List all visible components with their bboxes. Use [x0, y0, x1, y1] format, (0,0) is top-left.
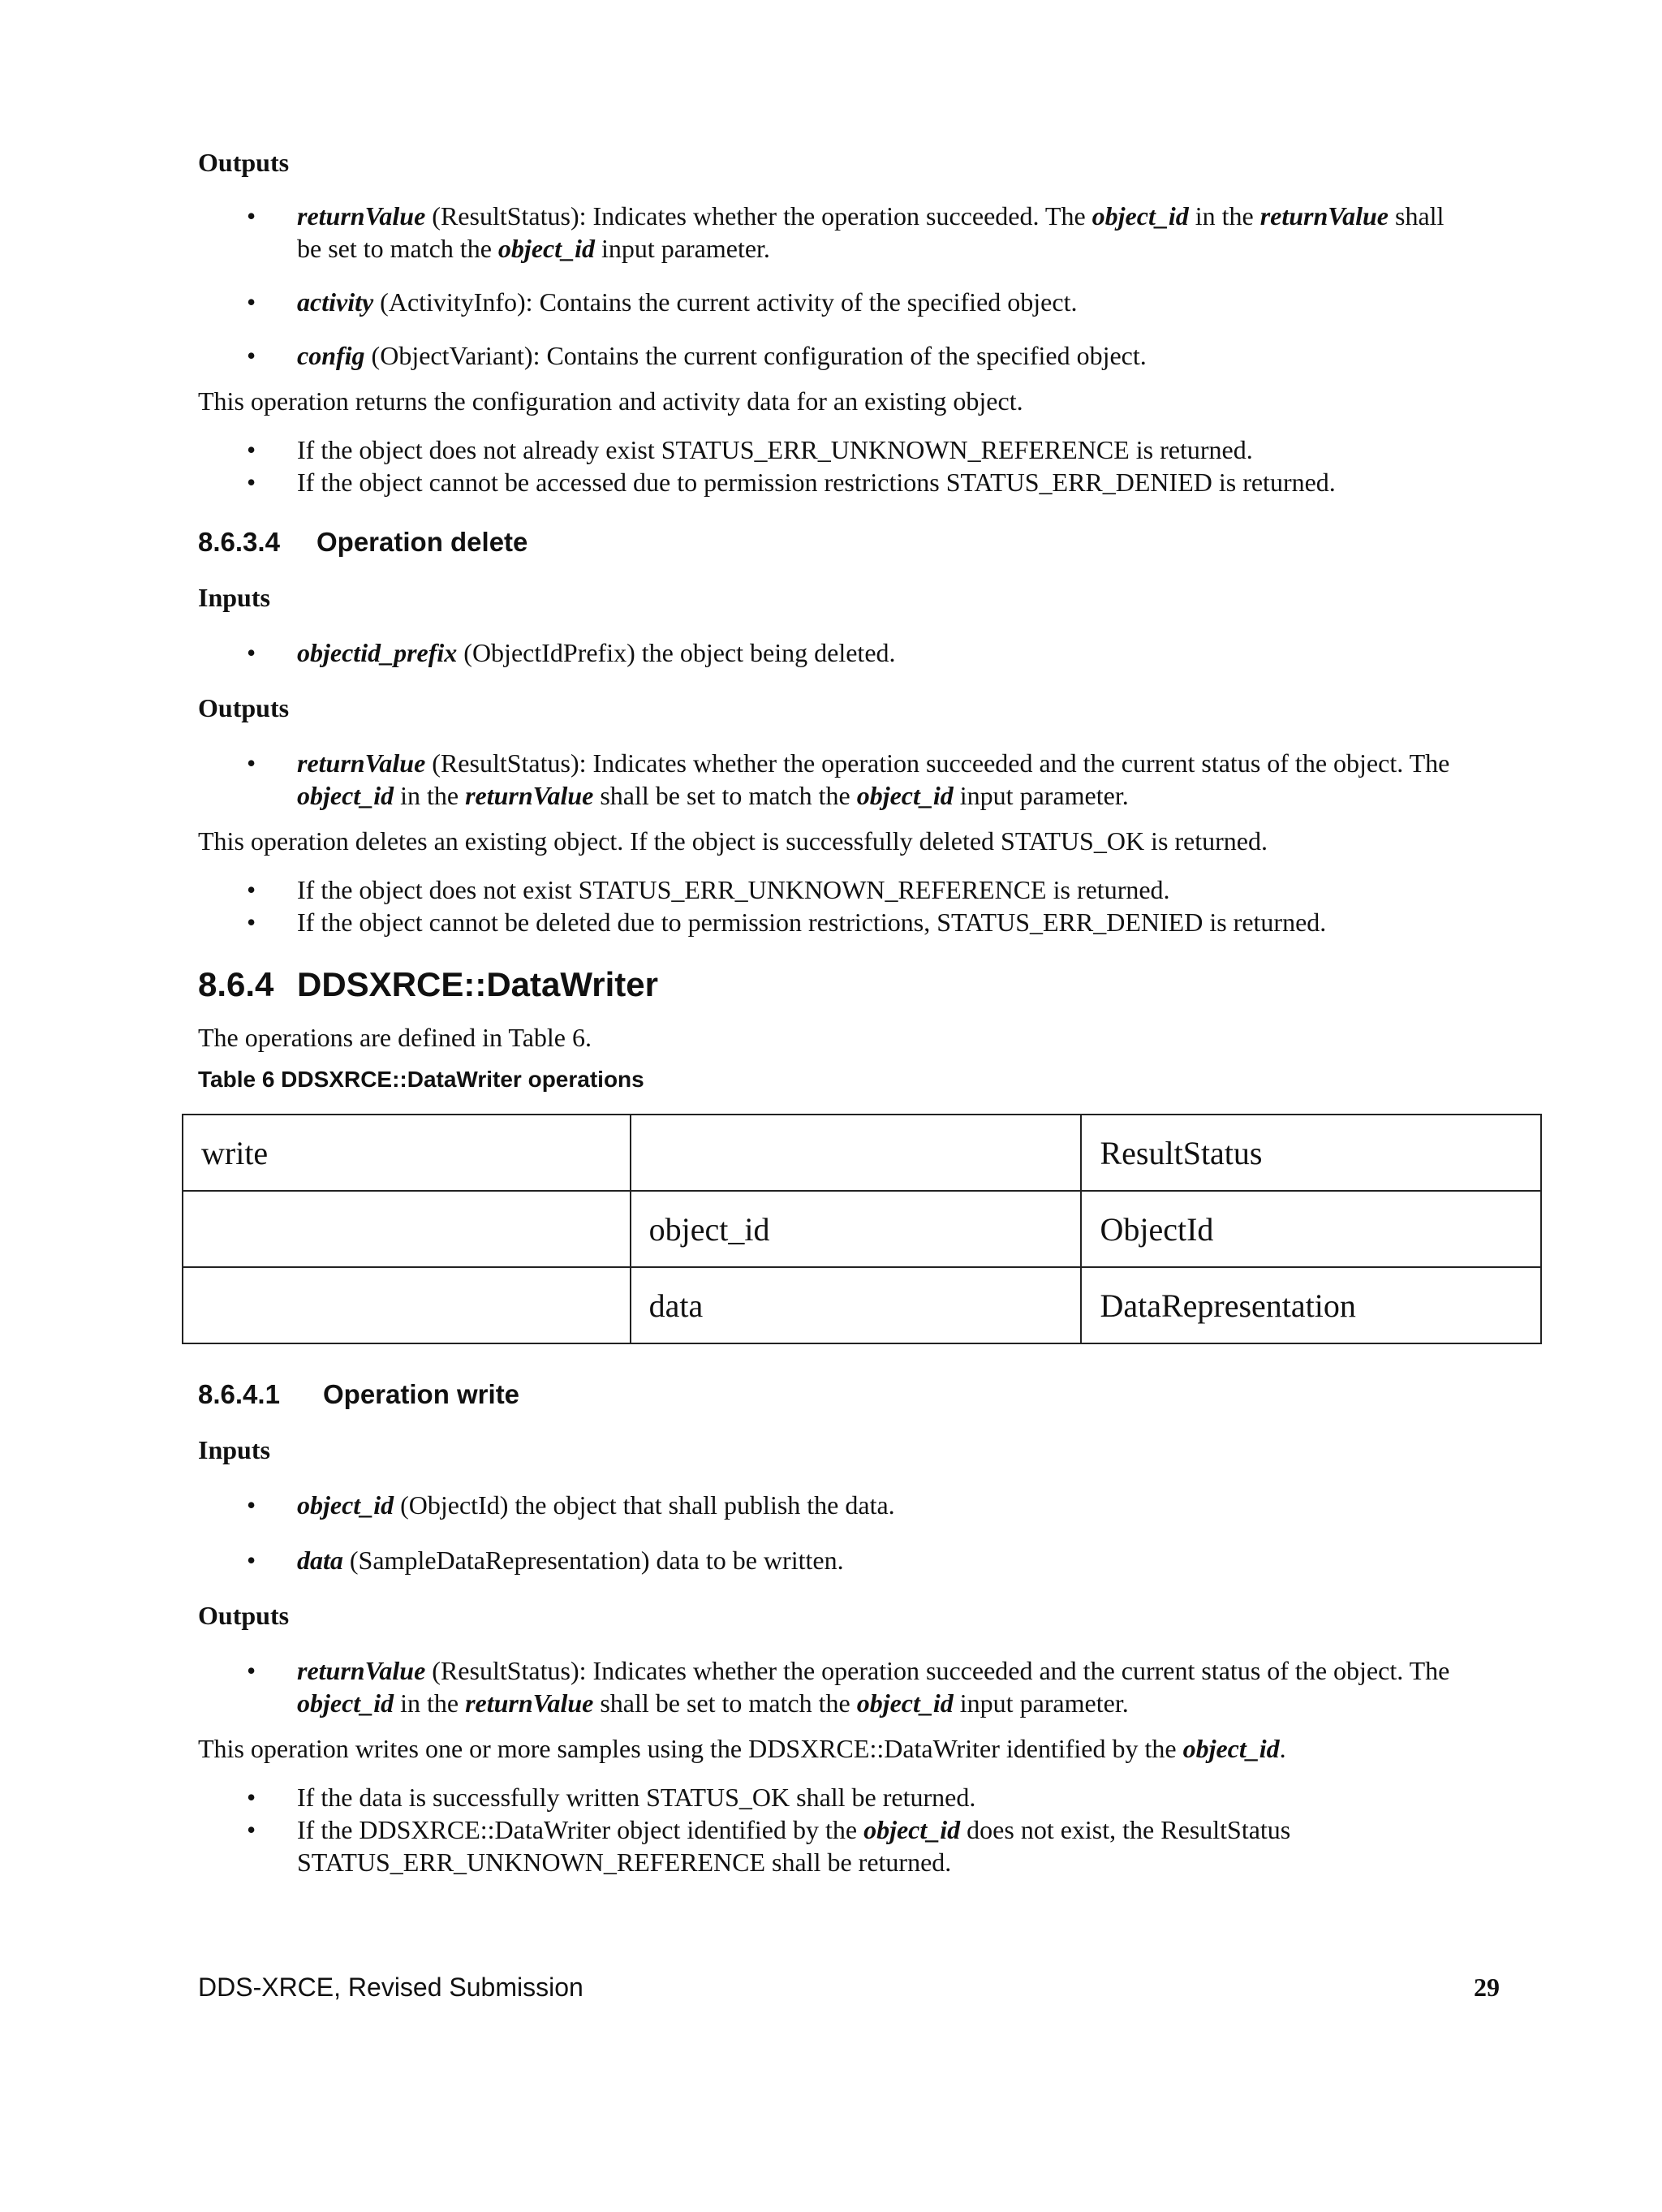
bullet-icon: •: [247, 908, 256, 937]
rich-line: [425, 201, 1444, 231]
text-run: input parameter.: [953, 781, 1129, 810]
param-term: returnValue: [1259, 201, 1389, 231]
list-item: • If the object does not exist STATUS_ERR_UNKNOWN_REFERENCE is returned.: [247, 875, 1170, 904]
bullet-icon: •: [247, 875, 256, 904]
text-run: shall: [1388, 201, 1445, 231]
list-item: [198, 1781, 1545, 1813]
param-term: returnValue: [297, 201, 426, 231]
bullet-icon: •: [247, 1546, 256, 1575]
page-number: 29: [1474, 1973, 1500, 2002]
table-cell: [183, 1267, 631, 1343]
outputs-list: [198, 747, 1545, 812]
text-run: input parameter.: [595, 234, 770, 263]
rich-line: [297, 1848, 951, 1877]
list-item: [198, 747, 1545, 812]
list-item: • If the object does not already exist STATUS_ERR_UNKNOWN_REFERENCE is returned.: [247, 435, 1253, 464]
param-term: object_id: [1091, 201, 1189, 231]
param-term: data: [297, 1546, 343, 1575]
table-row: [183, 1115, 1541, 1191]
list-item: [198, 1654, 1545, 1719]
inputs-list: [198, 636, 1545, 669]
list-item: [198, 339, 1545, 372]
text-run: shall be set to match the: [593, 781, 857, 810]
table-row: [183, 1267, 1541, 1343]
list-item: [198, 200, 1545, 265]
param-term: object_id: [856, 1688, 954, 1718]
bullet-icon: •: [247, 287, 256, 317]
text-run: (ResultStatus): Indicates whether the operation succeeded and the current status of the object. The: [425, 1656, 1450, 1685]
param-term: object_id: [297, 1688, 394, 1718]
param-term: object_id: [297, 781, 394, 810]
page-footer: [198, 1971, 1500, 2003]
list-item: • If the object cannot be deleted due to permission restrictions, STATUS_ERR_DENIED is returned.: [247, 908, 1327, 937]
list-item: • data (SampleDataRepresentation) data to be written.: [247, 1546, 844, 1575]
param-term: returnValue: [465, 781, 594, 810]
inputs-label: Inputs: [198, 583, 270, 612]
text-run: .: [1279, 1734, 1286, 1763]
list-item: [198, 286, 1545, 318]
text-run: input parameter.: [953, 1688, 1129, 1718]
paragraph: [198, 1732, 1545, 1765]
rich-line: [425, 1656, 1449, 1685]
param-term: objectid_prefix: [297, 638, 458, 667]
table-cell: [183, 1191, 631, 1267]
error-list: [198, 433, 1545, 498]
bullet-icon: •: [247, 468, 256, 497]
param-term: returnValue: [297, 748, 426, 778]
param-term: config: [297, 341, 365, 370]
text-run: This operation writes one or more samples using the DDSXRCE::DataWriter identified by the: [198, 1734, 1183, 1763]
rich-line: [297, 1783, 975, 1812]
text-run: in the: [394, 781, 466, 810]
inputs-list: [198, 1489, 1545, 1576]
param-term: object_id: [1182, 1734, 1280, 1763]
inputs-label: Inputs: [198, 1435, 270, 1464]
rich-line: [365, 341, 1147, 370]
text-run: does not exist, the ResultStatus: [960, 1815, 1291, 1844]
param-term: returnValue: [297, 1656, 426, 1685]
bullet-icon: •: [247, 638, 256, 667]
list-item: • object_id (ObjectId) the object that shall publish the data.: [247, 1490, 895, 1520]
list-item: • objectid_prefix (ObjectIdPrefix) the object being deleted.: [247, 638, 896, 667]
error-list: [198, 873, 1545, 938]
section-heading: 8.6.3.4 Operation delete: [198, 527, 528, 557]
rich-line: [297, 781, 1129, 810]
document-page: [198, 146, 1545, 1878]
rich-line: [297, 234, 770, 263]
param-term: activity: [297, 287, 374, 317]
text-run: in the: [1188, 201, 1260, 231]
text-run: (ResultStatus): Indicates whether the operation succeeded and the current status of the object. The: [425, 748, 1450, 778]
bullet-icon: •: [247, 201, 256, 231]
table-cell: write: [183, 1115, 631, 1191]
table-cell: ResultStatus: [1081, 1115, 1541, 1191]
param-term: object_id: [863, 1815, 961, 1844]
outputs-label: Outputs: [198, 1601, 290, 1630]
text-run: (ObjectVariant): Contains the current configuration of the specified object.: [364, 341, 1147, 370]
text-run: If the DDSXRCE::DataWriter object identified by the: [297, 1815, 864, 1844]
footer-title: DDS-XRCE, Revised Submission: [198, 1973, 583, 2002]
outputs-list: [198, 1654, 1545, 1719]
rich-line: [297, 1688, 1129, 1718]
text-run: in the: [394, 1688, 466, 1718]
text-run: (ResultStatus): Indicates whether the operation succeeded. The: [425, 201, 1092, 231]
param-term: object_id: [497, 234, 595, 263]
table-cell: data: [631, 1267, 1082, 1343]
bullet-icon: •: [247, 1783, 256, 1812]
outputs-label: Outputs: [198, 693, 290, 722]
result-list: [198, 1781, 1545, 1878]
text-run: If the data is successfully written STATUS_OK shall be returned.: [297, 1783, 976, 1812]
text-run: (ActivityInfo): Contains the current activity of the specified object.: [373, 287, 1078, 317]
outputs-list: [198, 200, 1545, 372]
table-cell: DataRepresentation: [1081, 1267, 1541, 1343]
rich-line: [297, 1815, 1290, 1844]
list-item: [198, 1813, 1545, 1878]
section-heading: 8.6.4 DDSXRCE::DataWriter: [198, 965, 658, 1003]
bullet-icon: •: [247, 1490, 256, 1520]
bullet-icon: •: [247, 1815, 256, 1844]
text-run: be set to match the: [297, 234, 498, 263]
paragraph: The operations are defined in Table 6.: [198, 1023, 592, 1052]
bullet-icon: •: [247, 341, 256, 370]
paragraph: This operation returns the configuration and activity data for an existing object.: [198, 386, 1023, 416]
param-term: object_id: [856, 781, 954, 810]
outputs-label: Outputs: [198, 148, 290, 177]
table-cell: object_id: [631, 1191, 1082, 1267]
text-run: shall be set to match the: [593, 1688, 857, 1718]
table-caption: Table 6 DDSXRCE::DataWriter operations: [198, 1067, 644, 1092]
table-cell: [631, 1115, 1082, 1191]
section-heading: 8.6.4.1 Operation write: [198, 1379, 520, 1409]
rich-line: [373, 287, 1077, 317]
table-row: [183, 1191, 1541, 1267]
text-run: STATUS_ERR_UNKNOWN_REFERENCE shall be returned.: [297, 1848, 952, 1877]
rich-line: [425, 748, 1449, 778]
bullet-icon: •: [247, 435, 256, 464]
bullet-icon: •: [247, 748, 256, 778]
list-item: • If the object cannot be accessed due to permission restrictions STATUS_ERR_DENIED is returned.: [247, 468, 1336, 497]
table-cell: ObjectId: [1081, 1191, 1541, 1267]
bullet-icon: •: [247, 1656, 256, 1685]
operations-table: [182, 1114, 1542, 1344]
param-term: object_id: [297, 1490, 394, 1520]
param-term: returnValue: [465, 1688, 594, 1718]
paragraph: This operation deletes an existing object. If the object is successfully deleted STATUS_OK is returned.: [198, 826, 1268, 856]
